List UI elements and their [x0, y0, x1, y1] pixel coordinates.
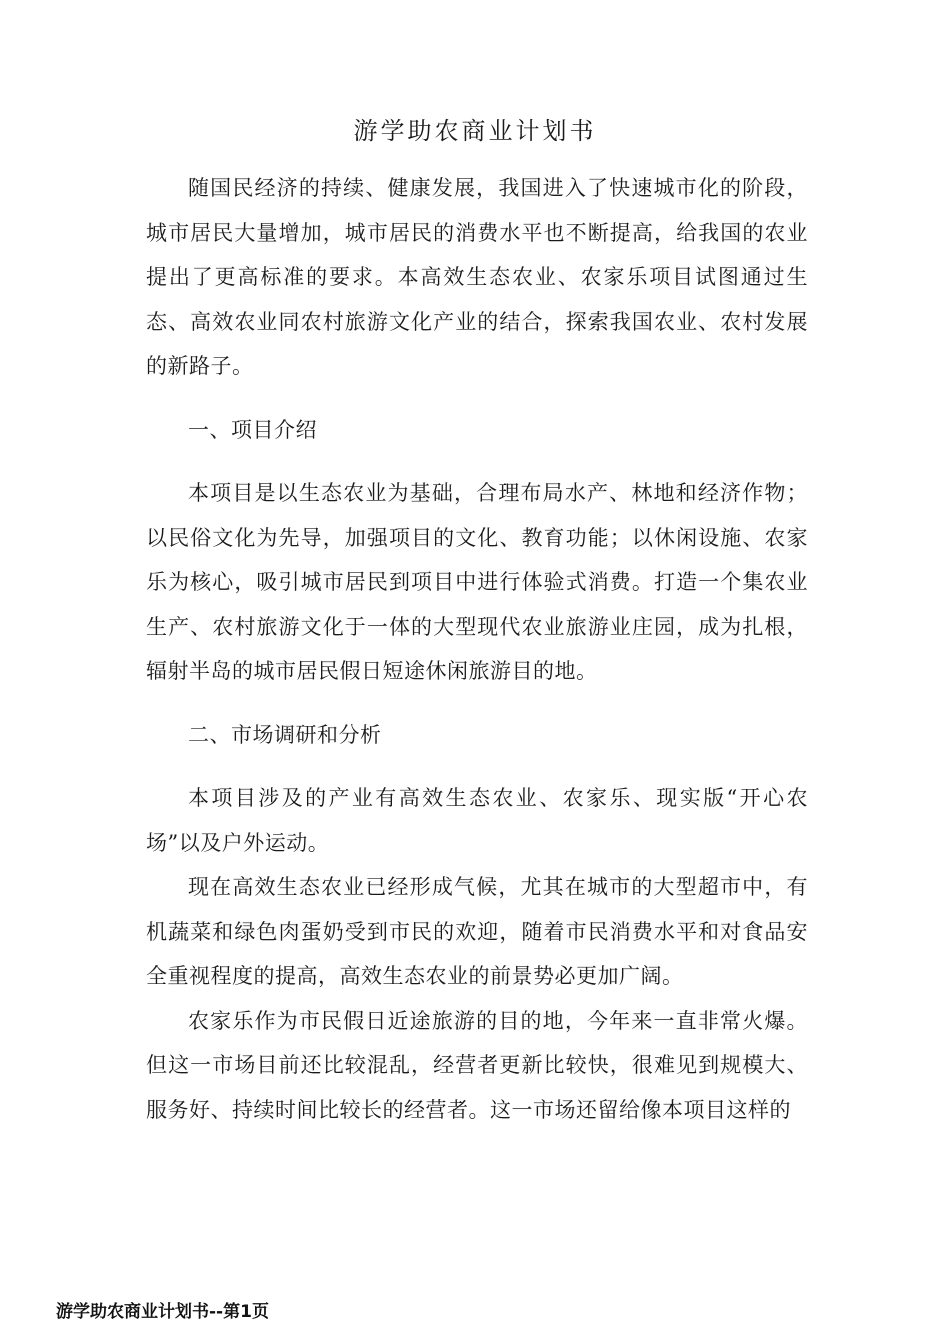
- paragraph-intro: 随国民经济的持续、健康发展，我国进入了快速城市化的阶段，城市居民大量增加，城市居民的消费水平也不断提高，给我国的农业提出了更高标准的要求。本高效生态农业、农家乐项目试图通过生态、高效农业同农村旅游文化产业的结合，探索我国农业、农村发展的新路子。: [146, 176, 808, 378]
- section-heading-project-intro: 一、项目介绍: [188, 417, 317, 442]
- paragraph-gap: [146, 389, 808, 408]
- paragraph-gap: [146, 452, 808, 471]
- paragraph-industries: 本项目涉及的产业有高效生态农业、农家乐、现实版“开心农场”以及户外运动。: [146, 786, 808, 855]
- document-title: 游学助农商业计划书: [353, 117, 597, 145]
- paragraph-agritourism: 农家乐作为市民假日近途旅游的目的地，今年来一直非常火爆。但这一市场目前还比较混乱，经营者更新比较快，很难见到规模大、服务好、持续时间比较长的经营者。这一市场还留给像本项目这样的: [146, 1008, 808, 1122]
- paragraph-project-intro: 本项目是以生态农业为基础，合理布局水产、林地和经济作物；以民俗文化为先导，加强项目的文化、教育功能；以休闲设施、农家乐为核心，吸引城市居民到项目中进行体验式消费。打造一个集农业生产、农村旅游文化于一体的大型现代农业旅游业庄园，成为扎根，辐射半岛的城市居民假日短途休闲旅游目的地。: [146, 481, 808, 683]
- paragraph-gap: [146, 757, 808, 776]
- paragraph-eco-agriculture: 现在高效生态农业已经形成气候，尤其在城市的大型超市中，有机蔬菜和绿色肉蛋奶受到市民的欢迎，随着市民消费水平和对食品安全重视程度的提高，高效生态农业的前景势必更加广阔。: [146, 875, 808, 988]
- page-footer: 游学助农商业计划书--第1页: [56, 1302, 269, 1322]
- document-body: [146, 166, 808, 1132]
- section-heading-market-research: 二、市场调研和分析: [188, 722, 382, 747]
- paragraph-gap: [146, 694, 808, 713]
